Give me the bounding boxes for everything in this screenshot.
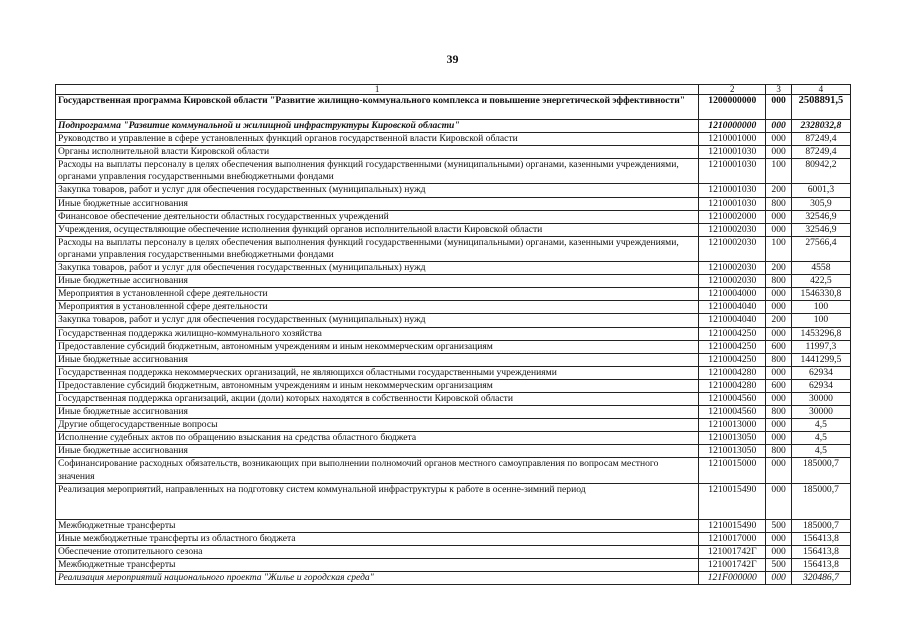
row-name-cell: Расходы на выплаты персоналу в целях обеспечения выполнения функций государственными (муниципальными) органами, казенными учреждениями, органами управления государственными внебюджетными фондами bbox=[56, 236, 699, 261]
row-code-cell: 1210004040 bbox=[699, 314, 766, 327]
row-name-cell: Подпрограмма "Развитие коммунальной и жилищной инфраструктуры Кировской области" bbox=[56, 120, 699, 133]
row-code-cell: 121001742Г bbox=[699, 545, 766, 558]
row-type-cell: 800 bbox=[766, 445, 791, 458]
row-type-cell: 000 bbox=[766, 419, 791, 432]
row-amount-cell: 422,5 bbox=[791, 275, 850, 288]
row-name-cell: Иные бюджетные ассигнования bbox=[56, 353, 699, 366]
row-code-cell: 1210001030 bbox=[699, 184, 766, 197]
row-name-cell: Органы исполнительной власти Кировской области bbox=[56, 146, 699, 159]
row-name-cell: Государственная поддержка организаций, акции (доли) которых находятся в собственности Кировской области bbox=[56, 392, 699, 405]
row-amount-cell: 156413,8 bbox=[791, 545, 850, 558]
row-amount-cell: 87249,4 bbox=[791, 133, 850, 146]
row-amount-cell: 4,5 bbox=[791, 445, 850, 458]
table-row bbox=[56, 545, 851, 558]
row-type-cell: 800 bbox=[766, 197, 791, 210]
row-code-cell: 1210004250 bbox=[699, 340, 766, 353]
table-row bbox=[56, 406, 851, 419]
row-type-cell: 500 bbox=[766, 558, 791, 571]
row-code-cell: 1210000000 bbox=[699, 120, 766, 133]
row-type-cell: 800 bbox=[766, 275, 791, 288]
table-row bbox=[56, 236, 851, 261]
row-code-cell: 1210015490 bbox=[699, 519, 766, 532]
row-type-cell: 000 bbox=[766, 327, 791, 340]
row-name-cell: Закупка товаров, работ и услуг для обеспечения государственных (муниципальных) нужд bbox=[56, 262, 699, 275]
table-row bbox=[56, 445, 851, 458]
table-row bbox=[56, 519, 851, 532]
row-code-cell: 1210001030 bbox=[699, 197, 766, 210]
row-name-cell: Реализация мероприятий национального проекта "Жилье и городская среда" bbox=[56, 572, 699, 585]
row-code-cell: 1210015000 bbox=[699, 458, 766, 483]
budget-table-body bbox=[56, 85, 851, 585]
row-amount-cell: 6001,3 bbox=[791, 184, 850, 197]
table-row bbox=[56, 340, 851, 353]
row-type-cell: 600 bbox=[766, 340, 791, 353]
row-name-cell: Государственная программа Кировской области "Развитие жилищно-коммунального комплекса и повышение энергетической эффективности" bbox=[56, 95, 699, 120]
row-amount-cell: 27566,4 bbox=[791, 236, 850, 261]
table-row bbox=[56, 327, 851, 340]
table-row bbox=[56, 392, 851, 405]
row-type-cell: 000 bbox=[766, 146, 791, 159]
row-type-cell: 000 bbox=[766, 366, 791, 379]
table-row bbox=[56, 146, 851, 159]
row-type-cell: 500 bbox=[766, 519, 791, 532]
row-name-cell: Государственная поддержка жилищно-коммунального хозяйства bbox=[56, 327, 699, 340]
row-type-cell: 000 bbox=[766, 95, 791, 120]
table-row bbox=[56, 353, 851, 366]
row-name-cell: Иные бюджетные ассигнования bbox=[56, 445, 699, 458]
row-name-cell: Мероприятия в установленной сфере деятельности bbox=[56, 288, 699, 301]
row-type-cell: 200 bbox=[766, 262, 791, 275]
row-code-cell: 1210013050 bbox=[699, 432, 766, 445]
row-type-cell: 000 bbox=[766, 432, 791, 445]
table-row bbox=[56, 532, 851, 545]
table-row bbox=[56, 379, 851, 392]
table-row bbox=[56, 314, 851, 327]
row-amount-cell: 1441299,5 bbox=[791, 353, 850, 366]
table-row bbox=[56, 95, 851, 120]
row-amount-cell: 100 bbox=[791, 301, 850, 314]
row-name-cell: Закупка товаров, работ и услуг для обеспечения государственных (муниципальных) нужд bbox=[56, 314, 699, 327]
row-type-cell: 800 bbox=[766, 353, 791, 366]
row-amount-cell: 156413,8 bbox=[791, 532, 850, 545]
row-code-cell: 1210002030 bbox=[699, 223, 766, 236]
row-amount-cell: 185000,7 bbox=[791, 483, 850, 519]
row-amount-cell: 100 bbox=[791, 314, 850, 327]
table-row bbox=[56, 572, 851, 585]
row-name-cell: Иные бюджетные ассигнования bbox=[56, 275, 699, 288]
row-code-cell: 1210002030 bbox=[699, 275, 766, 288]
row-name-cell: Предоставление субсидий бюджетным, автономным учреждениям и иным некоммерческим организациям bbox=[56, 379, 699, 392]
row-amount-cell: 185000,7 bbox=[791, 519, 850, 532]
row-name-cell: Государственная поддержка некоммерческих организаций, не являющихся областными государственными учреждениями bbox=[56, 366, 699, 379]
table-row bbox=[56, 366, 851, 379]
row-type-cell: 200 bbox=[766, 184, 791, 197]
row-type-cell: 000 bbox=[766, 392, 791, 405]
row-code-cell: 1210004280 bbox=[699, 379, 766, 392]
table-row bbox=[56, 120, 851, 133]
row-code-cell: 1210004040 bbox=[699, 301, 766, 314]
row-type-cell: 000 bbox=[766, 210, 791, 223]
row-name-cell: Реализация мероприятий, направленных на подготовку систем коммунальной инфраструктуры к работе в осенне-зимний период bbox=[56, 483, 699, 519]
row-name-cell: Софинансирование расходных обязательств, возникающих при выполнении полномочий органов местного самоуправления по вопросам местного значения bbox=[56, 458, 699, 483]
row-name-cell: Мероприятия в установленной сфере деятельности bbox=[56, 301, 699, 314]
row-name-cell: Руководство и управление в сфере установленных функций органов государственной власти Кировской области bbox=[56, 133, 699, 146]
table-row bbox=[56, 275, 851, 288]
row-type-cell: 000 bbox=[766, 545, 791, 558]
table-row bbox=[56, 197, 851, 210]
row-type-cell: 100 bbox=[766, 159, 791, 184]
row-name-cell: Обеспечение отопительного сезона bbox=[56, 545, 699, 558]
table-row bbox=[56, 301, 851, 314]
table-row bbox=[56, 159, 851, 184]
row-code-cell: 1210001000 bbox=[699, 133, 766, 146]
row-name-cell: Предоставление субсидий бюджетным, автономным учреждениям и иным некоммерческим организациям bbox=[56, 340, 699, 353]
row-amount-cell: 4,5 bbox=[791, 432, 850, 445]
row-type-cell: 000 bbox=[766, 120, 791, 133]
row-type-cell: 200 bbox=[766, 314, 791, 327]
row-code-cell: 1210017000 bbox=[699, 532, 766, 545]
column-number-amount: 4 bbox=[791, 85, 850, 95]
table-row bbox=[56, 558, 851, 571]
budget-table bbox=[55, 84, 851, 585]
row-code-cell: 1210013000 bbox=[699, 419, 766, 432]
table-row bbox=[56, 133, 851, 146]
row-amount-cell: 30000 bbox=[791, 406, 850, 419]
row-amount-cell: 156413,8 bbox=[791, 558, 850, 571]
row-code-cell: 1210013050 bbox=[699, 445, 766, 458]
row-amount-cell: 4,5 bbox=[791, 419, 850, 432]
row-code-cell: 1210002000 bbox=[699, 210, 766, 223]
row-amount-cell: 62934 bbox=[791, 379, 850, 392]
row-name-cell: Межбюджетные трансферты bbox=[56, 558, 699, 571]
row-type-cell: 000 bbox=[766, 458, 791, 483]
row-type-cell: 000 bbox=[766, 301, 791, 314]
row-name-cell: Расходы на выплаты персоналу в целях обеспечения выполнения функций государственными (муниципальными) органами, казенными учреждениями, органами управления государственными внебюджетными фондами bbox=[56, 159, 699, 184]
row-amount-cell: 2508891,5 bbox=[791, 95, 850, 120]
table-row bbox=[56, 210, 851, 223]
table-row bbox=[56, 288, 851, 301]
row-amount-cell: 32546,9 bbox=[791, 210, 850, 223]
page-number: 39 bbox=[446, 52, 459, 66]
row-code-cell: 1210004250 bbox=[699, 353, 766, 366]
row-amount-cell: 62934 bbox=[791, 366, 850, 379]
table-row bbox=[56, 458, 851, 483]
row-amount-cell: 32546,9 bbox=[791, 223, 850, 236]
row-code-cell: 1210004280 bbox=[699, 366, 766, 379]
table-row bbox=[56, 262, 851, 275]
row-type-cell: 000 bbox=[766, 133, 791, 146]
row-code-cell: 1210004560 bbox=[699, 406, 766, 419]
row-type-cell: 100 bbox=[766, 236, 791, 261]
row-amount-cell: 4558 bbox=[791, 262, 850, 275]
table-row bbox=[56, 419, 851, 432]
row-name-cell: Иные бюджетные ассигнования bbox=[56, 406, 699, 419]
row-amount-cell: 87249,4 bbox=[791, 146, 850, 159]
row-name-cell: Закупка товаров, работ и услуг для обеспечения государственных (муниципальных) нужд bbox=[56, 184, 699, 197]
table-row bbox=[56, 184, 851, 197]
column-number-type: 3 bbox=[766, 85, 791, 95]
row-code-cell: 1210004000 bbox=[699, 288, 766, 301]
row-name-cell: Исполнение судебных актов по обращению взыскания на средства областного бюджета bbox=[56, 432, 699, 445]
row-amount-cell: 11997,3 bbox=[791, 340, 850, 353]
row-amount-cell: 1453296,8 bbox=[791, 327, 850, 340]
row-amount-cell: 2328032,8 bbox=[791, 120, 850, 133]
row-amount-cell: 305,9 bbox=[791, 197, 850, 210]
row-amount-cell: 30000 bbox=[791, 392, 850, 405]
row-amount-cell: 320486,7 bbox=[791, 572, 850, 585]
row-name-cell: Финансовое обеспечение деятельности областных государственных учреждений bbox=[56, 210, 699, 223]
table-row bbox=[56, 432, 851, 445]
row-amount-cell: 1546330,8 bbox=[791, 288, 850, 301]
row-code-cell: 1210015490 bbox=[699, 483, 766, 519]
row-type-cell: 000 bbox=[766, 532, 791, 545]
row-code-cell: 1210004250 bbox=[699, 327, 766, 340]
table-row bbox=[56, 223, 851, 236]
row-name-cell: Учреждения, осуществляющие обеспечение исполнения функций органов исполнительной власти Кировской области bbox=[56, 223, 699, 236]
row-type-cell: 000 bbox=[766, 288, 791, 301]
row-name-cell: Иные межбюджетные трансферты из областного бюджета bbox=[56, 532, 699, 545]
row-code-cell: 1200000000 bbox=[699, 95, 766, 120]
row-code-cell: 121F000000 bbox=[699, 572, 766, 585]
row-type-cell: 800 bbox=[766, 406, 791, 419]
table-row bbox=[56, 483, 851, 519]
row-code-cell: 1210001030 bbox=[699, 159, 766, 184]
row-name-cell: Иные бюджетные ассигнования bbox=[56, 197, 699, 210]
row-code-cell: 1210002030 bbox=[699, 236, 766, 261]
column-number-row bbox=[56, 85, 851, 95]
row-amount-cell: 80942,2 bbox=[791, 159, 850, 184]
row-code-cell: 1210004560 bbox=[699, 392, 766, 405]
row-type-cell: 000 bbox=[766, 483, 791, 519]
column-number-code: 2 bbox=[699, 85, 766, 95]
column-number-name: 1 bbox=[56, 85, 699, 95]
row-amount-cell: 185000,7 bbox=[791, 458, 850, 483]
row-name-cell: Другие общегосударственные вопросы bbox=[56, 419, 699, 432]
row-code-cell: 1210002030 bbox=[699, 262, 766, 275]
row-type-cell: 000 bbox=[766, 572, 791, 585]
row-name-cell: Межбюджетные трансферты bbox=[56, 519, 699, 532]
row-type-cell: 600 bbox=[766, 379, 791, 392]
row-code-cell: 121001742Г bbox=[699, 558, 766, 571]
row-type-cell: 000 bbox=[766, 223, 791, 236]
row-code-cell: 1210001030 bbox=[699, 146, 766, 159]
